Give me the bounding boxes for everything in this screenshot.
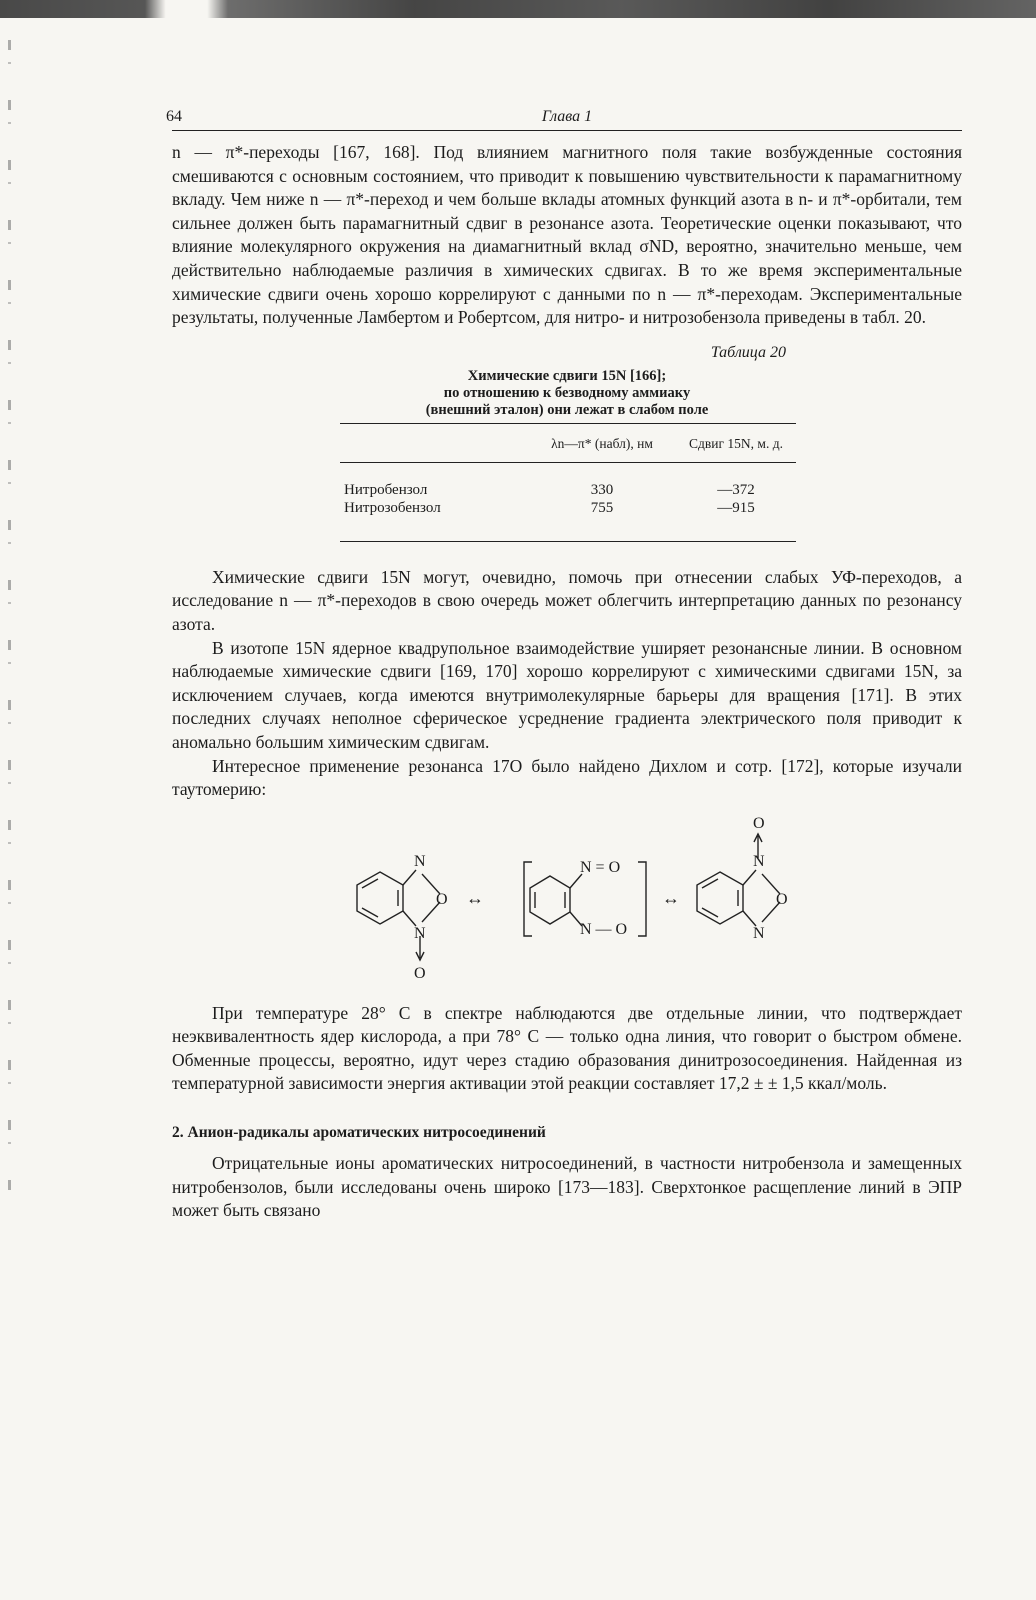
table-cell-lambda: 330	[590, 481, 614, 498]
benzene-ring-right	[697, 872, 743, 924]
tautomerism-scheme	[172, 802, 962, 1002]
atom-n-left-bottom: N	[414, 924, 426, 942]
paragraph-uv-transitions: Химические сдвиги 15N могут, очевидно, помочь при отнесении слабых УФ-переходов, а исследование n — π*-переходов в свою очередь может облегчить интерпретацию данных по резонансу азота.	[172, 566, 962, 634]
nitroso-group-top: N = O	[580, 858, 621, 876]
table-caption: Таблица 20	[710, 343, 786, 361]
atom-o-right-exo: O	[753, 814, 765, 832]
paragraph-oxygen-resonance: Интересное применение резонанса 17O было найдено Дихлом и сотр. [172], которые изучали таутомерию:	[172, 755, 962, 800]
table-cell-lambda: 755	[528, 499, 676, 542]
table-row	[340, 499, 796, 542]
scan-edge-top	[0, 0, 1036, 18]
table-header-empty	[340, 423, 528, 462]
table-title-line-3: (внешний эталон) они лежат в слабом поле	[425, 401, 709, 418]
paragraph-temperature: При температуре 28° С в спектре наблюдаются две отдельные линии, что подтверждает неэквивалентность ядер кислорода, а при 78° С — только одна линия, что говорит о быстром обмене. Обменные процессы, вероятно, идут через стадию образования динитрозосоединения. Найденная из температурной зависимости энергия активации этой реакции составляет 17,2 ± ± 1,5 ккал/моль.	[172, 1002, 962, 1094]
benzene-ring-left	[357, 872, 403, 924]
table-cell-shift: —915	[676, 499, 796, 542]
benzene-ring-middle	[530, 876, 570, 924]
table-cell-name: Нитробензол	[344, 481, 428, 498]
paragraph-intro: n — π*-переходы [167, 168]. Под влиянием магнитного поля такие возбужденные состояния смешиваются с основным состоянием, что приводит к повышению чувствительности к парамагнитному вкладу. Чем ниже n — π*-переход и чем больше вклады атомных функций азота в n- и π*-орбитали, тем сильнее должен быть парамагнитный сдвиг в резонансе азота. Теоретические оценки показывают, что влияние молекулярного окружения на диамагнитный вклад σND, вероятно, значительно меньше, чем действительно наблюдаемые различия в химических сдвигах. В то же время экспериментальные химические сдвиги очень хорошо коррелируют с данными по n — π*-переходам. Экспериментальные результаты, полученные Ламбертом и Робертсом, для нитро- и нитрозобензола приведены в табл. 20.	[172, 142, 962, 328]
atom-o-right-ring: O	[776, 890, 788, 908]
chemical-shift-table	[340, 423, 796, 542]
table-header-row	[340, 423, 796, 462]
paragraph-anion-radicals: Отрицательные ионы ароматических нитросоединений, в частности нитробензола и замещенных нитробензолов, были исследованы очень широко [173—183]. Сверхтонкое расщепление линий в ЭПР может быть связано	[172, 1153, 962, 1221]
page-header	[166, 106, 962, 131]
running-title: Глава 1	[541, 108, 593, 125]
atom-n-left-top: N	[414, 852, 426, 870]
atom-o-left-ring: O	[436, 890, 448, 908]
atom-o-left-exo: O	[414, 964, 426, 982]
tautomerism-svg	[172, 802, 962, 1002]
paragraph-quadrupole: В изотопе 15N ядерное квадрупольное взаимодействие уширяет резонансные линии. В основном наблюдаемые химические сдвиги [169, 170] хорошо коррелируют с химическими сдвигами 15N, за исключением случаев, когда имеются внутримолекулярные барьеры для вращения [171]. В этих последних случаях неполное сферическое усреднение градиента электрического поля приводит к аномально большим химическим сдвигам.	[172, 637, 962, 752]
book-page	[166, 106, 962, 1223]
scan-edge-left	[8, 40, 11, 1190]
resonance-arrow-2: ↔	[662, 887, 680, 908]
table-row	[340, 462, 796, 499]
nitroso-group-bottom: N — O	[580, 920, 628, 938]
atom-n-right-top: N	[753, 852, 765, 870]
table-title-line-2: по отношению к безводному аммиаку	[443, 384, 691, 401]
table-title	[172, 368, 962, 419]
table-header-lambda: λn—π* (набл), нм	[528, 423, 676, 462]
table-cell-name: Нитрозобензол	[340, 499, 528, 542]
table-title-line-1: Химические сдвиги 15N [166];	[467, 367, 667, 384]
atom-n-right-bottom: N	[753, 924, 765, 942]
section-heading: 2. Анион-радикалы ароматических нитросоединений	[172, 1124, 546, 1142]
page-number: 64	[166, 108, 182, 125]
table-header-shift: Сдвиг 15N, м. д.	[676, 423, 796, 462]
resonance-arrow-1: ↔	[466, 887, 484, 908]
table-cell-shift: —372	[717, 481, 755, 498]
